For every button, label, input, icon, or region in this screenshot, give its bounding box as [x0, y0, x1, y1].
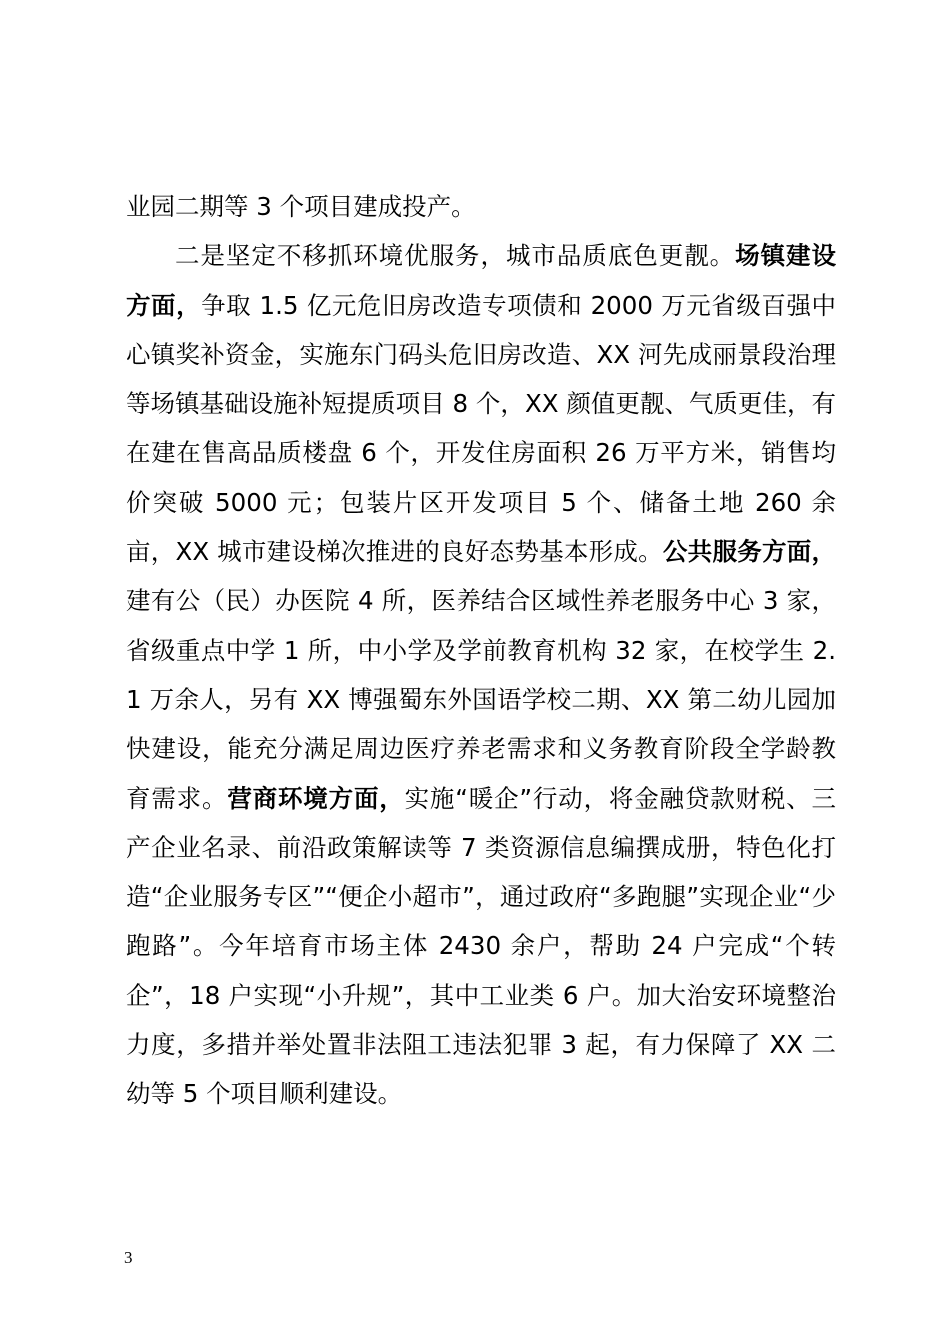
section-paragraph — [126, 231, 836, 1118]
section-intro: 二是坚定不移抓环境优服务，城市品质底色更靓。 — [175, 241, 736, 271]
page-number: 3 — [124, 1248, 133, 1267]
heading-town-construction: 场镇建设方面， — [126, 241, 837, 320]
document-body — [126, 182, 836, 1119]
heading-business-environment: 营商环境方面， — [227, 783, 405, 813]
continuation-paragraph: 业园二期等 3 个项目建成投产。 — [126, 192, 476, 221]
text-business-environment: 实施“暖企”行动，将金融贷款财税、三产企业名录、前沿政策解读等 7 类资源信息编撰成册，特色化打造“企业服务专区”“便企小超市”，通过政府“多跑腿”实现企业“少跑路”。今年培育市场主体 2430 余户，帮助 24 户完成“个转企”，18 户实现“小升规”，其中工业类 6 户。加大治安环境整治力度，多措并举处置非法阻工违法犯罪 3 起，有力保障了 XX 二幼等 5 个项目顺利建设。 — [126, 783, 837, 1109]
heading-public-services: 公共服务方面， — [662, 537, 837, 567]
text-public-services: 建有公（民）办医院 4 所，医养结合区域性养老服务中心 3 家，省级重点中学 1 所，中小学及学前教育机构 32 家，在校学生 2.1 万余人，另有 XX 博强蜀东外国语学校二期、XX 第二幼儿园加快建设，能充分满足周边医疗养老需求和义务教育阶段全学龄教育需求。 — [126, 586, 836, 813]
text-town-construction: 争取 1.5 亿元危旧房改造专项债和 2000 万元省级百强中心镇奖补资金，实施东门码头危旧房改造、XX 河先成丽景段治理等场镇基础设施补短提质项目 8 个，XX 颜值更靓、气质更佳，有在建在售高品质楼盘 6 个，开发住房面积 26 万平方米，销售均价突破 5000 元；包装片区开发项目 5 个、储备土地 260 余亩，XX 城市建设梯次推进的良好态势基本形成。 — [126, 290, 837, 567]
